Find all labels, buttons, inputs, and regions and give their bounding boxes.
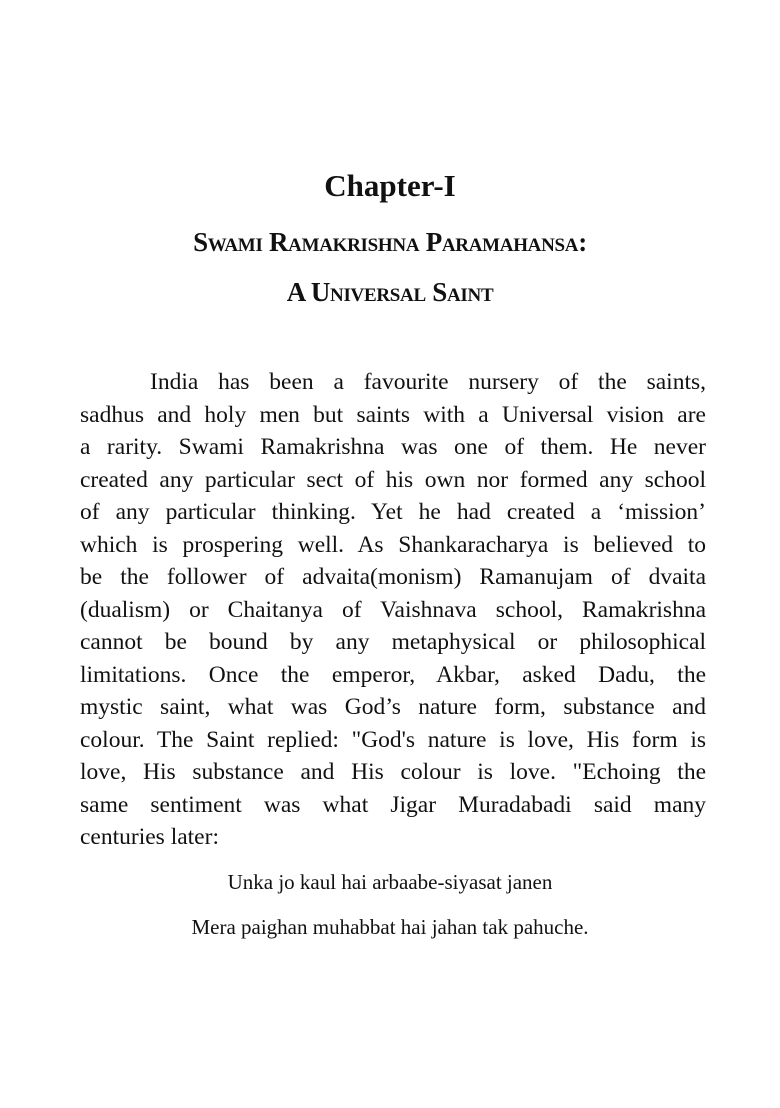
paragraph-line: same sentiment was what Jigar Muradabadi said many: [80, 791, 706, 818]
paragraph-line: centuries later:: [80, 824, 219, 850]
paragraph-line: India has been a favourite nursery of the saints,: [150, 369, 706, 395]
paragraph-line: created any particular sect of his own nor formed any school: [80, 466, 706, 493]
chapter-title-line-1: Swami Ramakrishna Paramahansa:: [193, 227, 587, 257]
paragraph-line: colour. The Saint replied: "God's nature is love, His form is: [80, 726, 706, 753]
paragraph-line: mystic saint, what was God’s nature form, substance and: [80, 694, 706, 720]
paragraph-line: (dualism) or Chaitanya of Vaishnava school, Ramakrishna: [80, 596, 706, 623]
paragraph-line: a rarity. Swami Ramakrishna was one of them. He never: [80, 434, 706, 460]
paragraph-line: sadhus and holy men but saints with a Universal vision are: [80, 401, 706, 428]
paragraph-line: love, His substance and His colour is love. "Echoing the: [80, 759, 706, 785]
paragraph-line: limitations. Once the emperor, Akbar, asked Dadu, the: [80, 661, 706, 688]
verse-line-2: Mera paighan muhabbat hai jahan tak pahuche.: [191, 915, 589, 939]
paragraph-line: be the follower of advaita(monism) Ramanujam of dvaita: [80, 564, 706, 590]
paragraph-line: cannot be bound by any metaphysical or philosophical: [80, 629, 706, 655]
paragraph-line: which is prospering well. As Shankaracharya is believed to: [80, 531, 706, 558]
paragraph-line: of any particular thinking. Yet he had created a ‘mission’: [80, 499, 706, 525]
chapter-title-line-2: A Universal Saint: [286, 277, 494, 307]
verse-line-1: Unka jo kaul hai arbaabe-siyasat janen: [227, 870, 553, 894]
chapter-heading: Chapter-I: [324, 168, 456, 203]
body-paragraph: [80, 366, 706, 854]
